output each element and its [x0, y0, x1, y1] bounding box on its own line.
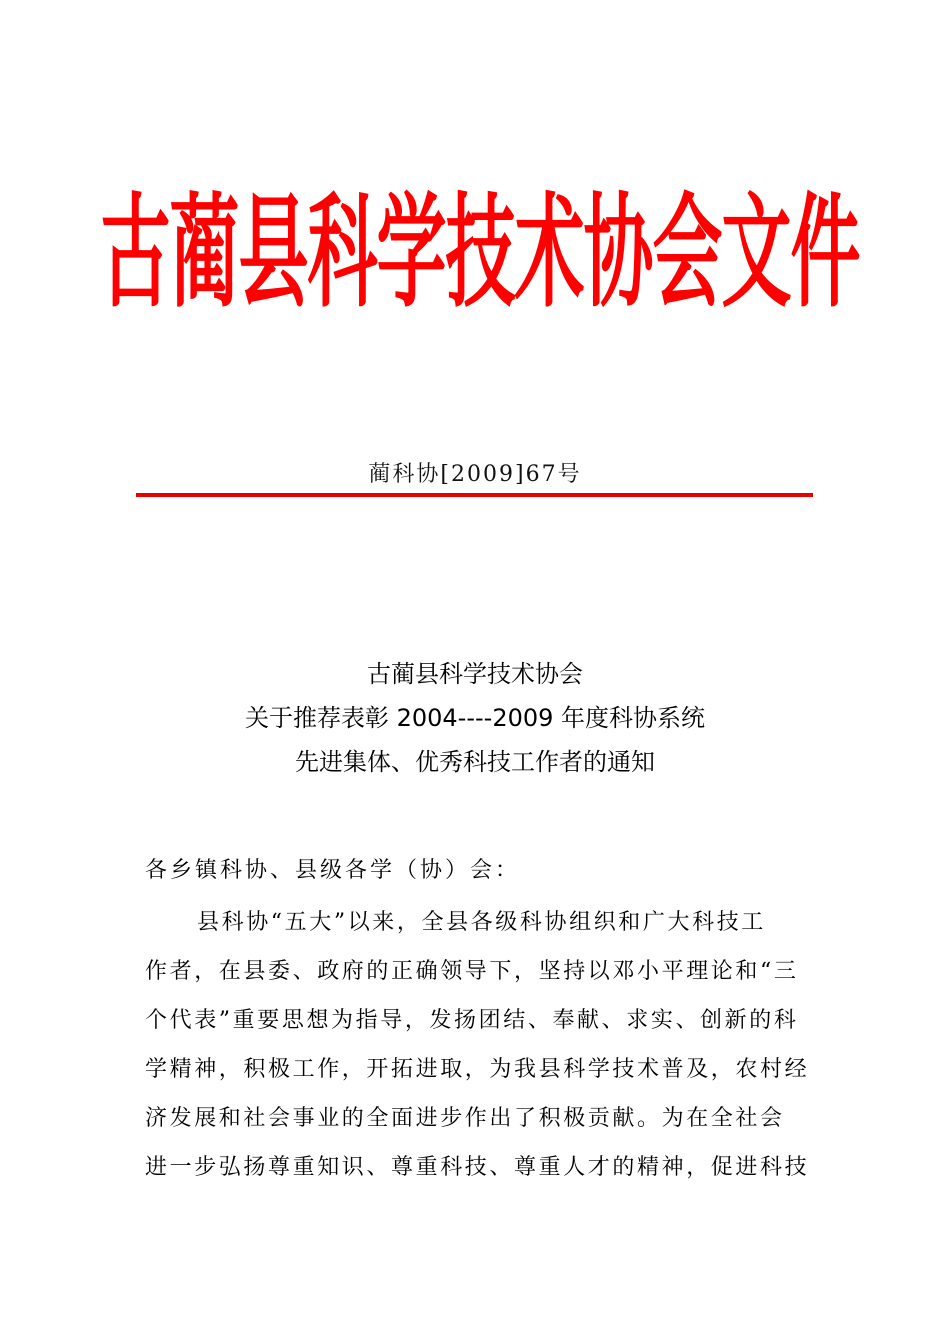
- title-line-3: 先进集体、优秀科技工作者的通知: [295, 748, 655, 776]
- title-line-2: 关于推荐表彰 2004----2009 年度科协系统: [244, 704, 706, 732]
- notice-title: [0, 652, 950, 784]
- title-line-1: 古蔺县科学技术协会: [367, 660, 583, 688]
- body-line: 县科协“五大”以来，全县各级科协组织和广大科技工: [197, 910, 766, 935]
- masthead-title: 古蔺县科学技术协会文件: [100, 180, 860, 325]
- body-line: 学精神，积极工作，开拓进取，为我县科学技术普及，农村经: [145, 1057, 810, 1082]
- body-line: 作者，在县委、政府的正确领导下，坚持以邓小平理论和“三: [145, 959, 799, 984]
- body-line: 济发展和社会事业的全面进步作出了积极贡献。为在全社会: [145, 1106, 785, 1131]
- body-line: 个代表”重要思想为指导，发扬团结、奉献、求实、创新的科: [145, 1008, 799, 1033]
- body-line: 进一步弘扬尊重知识、尊重科技、尊重人才的精神，促进科技: [145, 1155, 810, 1180]
- red-divider-line: [136, 493, 813, 497]
- document-number: 蔺科协[2009]67号: [368, 462, 582, 487]
- body-paragraph: [145, 898, 809, 1192]
- document-masthead: [100, 158, 860, 328]
- salutation: 各乡镇科协、县级各学（协）会：: [145, 858, 521, 883]
